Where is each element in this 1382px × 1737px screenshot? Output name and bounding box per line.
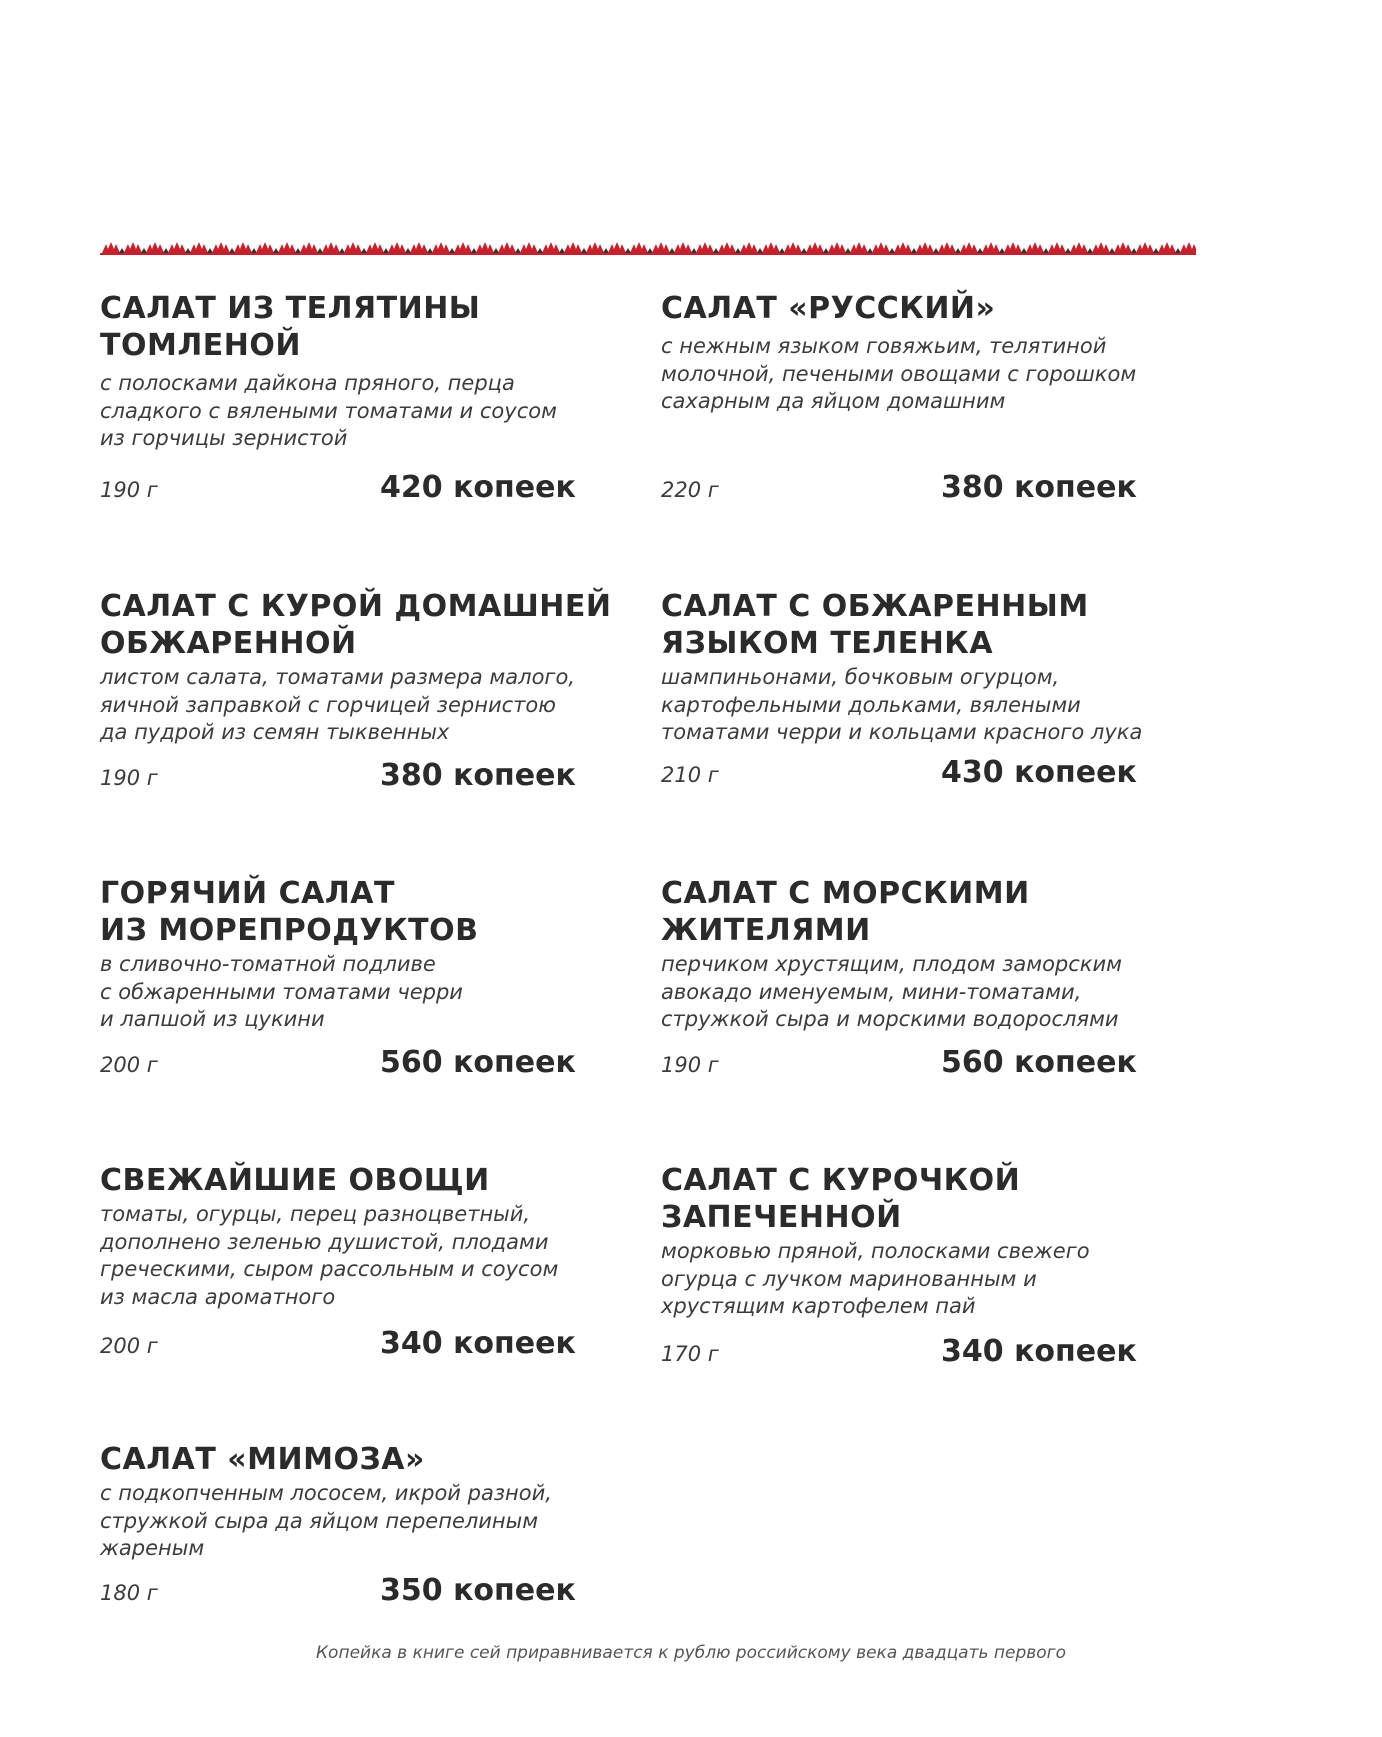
ornament-triangle [383, 248, 389, 253]
ornament-triangle [845, 248, 851, 253]
ornament-triangle [889, 248, 895, 253]
item-title: САЛАТ «РУССКИЙ» [661, 291, 996, 326]
ornament-triangle [603, 248, 609, 253]
menu-item [100, 290, 640, 510]
item-weight: 190 г [661, 1053, 719, 1077]
footnote: Копейка в книге сей приравнивается к рублю российскому века двадцать первого [315, 1643, 1067, 1663]
ornament-motif [762, 242, 780, 253]
menu-item [661, 1162, 1201, 1372]
ornament-motif [1004, 242, 1022, 253]
item-description: томаты, огурцы, перец разноцветный, дополнено зеленью душистой, плодами греческими, сыром рассольным и соусом из масла ароматного [100, 1202, 559, 1309]
menu-item [100, 875, 640, 1085]
ornament-triangle [405, 248, 411, 253]
item-weight: 170 г [661, 1342, 719, 1366]
item-title: ГОРЯЧИЙ САЛАТ ИЗ МОРЕПРОДУКТОВ [100, 876, 479, 948]
ornament-motif [1136, 242, 1154, 253]
ornament-motif [718, 242, 736, 253]
ornament-triangle [1109, 248, 1115, 253]
ornament-triangle [911, 248, 917, 253]
item-description: с нежным языком говяжьим, телятиной молочной, печеными овощами с горошком сахарным да яйцом домашним [661, 334, 1137, 413]
ornament-triangle [647, 248, 653, 253]
ornament-triangle [1043, 248, 1049, 253]
ornament-triangle [515, 248, 521, 253]
ornament-motif [1070, 242, 1088, 253]
item-price: 380 копеек [941, 470, 1137, 505]
item-description: шампиньонами, бочковым огурцом, картофельными дольками, вялеными томатами черри и кольцами красного лука [661, 665, 1143, 744]
ornament-motif [960, 242, 978, 253]
ornament-motif [256, 242, 274, 253]
ornament-motif [982, 242, 1000, 253]
ornament-triangle [141, 248, 147, 253]
ornament-motif [322, 242, 340, 253]
ornament-motif [234, 242, 252, 253]
ornament-motif [146, 242, 164, 253]
ornament-triangle [867, 248, 873, 253]
ornament-motif [1180, 242, 1196, 253]
ornament-triangle [713, 248, 719, 253]
ornament-triangle [625, 248, 631, 253]
menu-item [661, 588, 1201, 798]
item-description: с полосками дайкона пряного, перца сладкого с вялеными томатами и соусом из горчицы зернистой [100, 371, 557, 450]
ornament-motif [388, 242, 406, 253]
ornament-motif [300, 242, 318, 253]
ornament-triangle [977, 248, 983, 253]
ornament-motif [850, 242, 868, 253]
ornament-triangle [669, 248, 675, 253]
item-description: морковью пряной, полосками свежего огурца с лучком маринованным и хрустящим картофелем пай [661, 1239, 1090, 1318]
item-weight: 200 г [100, 1053, 158, 1077]
ornament-triangle [537, 248, 543, 253]
ornament-motif [630, 242, 648, 253]
ornament-triangle [493, 248, 499, 253]
ornament-motif [190, 242, 208, 253]
ornament-triangle [185, 248, 191, 253]
ornament-motif [586, 242, 604, 253]
item-title: САЛАТ С КУРОЧКОЙ ЗАПЕЧЕННОЙ [661, 1163, 1021, 1235]
ornament-motif [652, 242, 670, 253]
ornament-motif [872, 242, 890, 253]
ornament-motif [806, 242, 824, 253]
menu-item [661, 875, 1201, 1085]
ornament-motif [168, 242, 186, 253]
item-price: 560 копеек [380, 1045, 576, 1080]
ornament-triangle [1065, 248, 1071, 253]
ornament-triangle [339, 248, 345, 253]
ornament-triangle [933, 248, 939, 253]
ornament-triangle [449, 248, 455, 253]
item-price: 560 копеек [941, 1045, 1137, 1080]
ornament-triangle [1153, 248, 1159, 253]
ornament-motif [696, 242, 714, 253]
item-weight: 220 г [661, 478, 719, 502]
ornament-motif [564, 242, 582, 253]
ornament-motif [498, 242, 516, 253]
ornament-motif [212, 242, 230, 253]
item-weight: 200 г [100, 1334, 158, 1358]
ornament-triangle [779, 248, 785, 253]
ornament-motif [366, 242, 384, 253]
ornament-motif [1158, 242, 1176, 253]
ornament-border [100, 241, 1196, 255]
ornament-motif [674, 242, 692, 253]
ornament-motif [938, 242, 956, 253]
menu-item [100, 588, 640, 798]
ornament-triangle [361, 248, 367, 253]
item-weight: 190 г [100, 766, 158, 790]
item-price: 430 копеек [941, 755, 1137, 790]
ornament-triangle [317, 248, 323, 253]
item-price: 340 копеек [941, 1334, 1137, 1369]
item-weight: 210 г [661, 763, 719, 787]
ornament-triangle [119, 248, 125, 253]
ornament-motif [916, 242, 934, 253]
ornament-motif [278, 242, 296, 253]
item-title: САЛАТ С МОРСКИМИ ЖИТЕЛЯМИ [661, 876, 1030, 948]
ornament-triangle [801, 248, 807, 253]
ornament-motif [344, 242, 362, 253]
ornament-motif [454, 242, 472, 253]
ornament-triangle [229, 248, 235, 253]
ornament-motif [410, 242, 428, 253]
ornament-triangle [735, 248, 741, 253]
item-price: 340 копеек [380, 1326, 576, 1361]
ornament-triangle [999, 248, 1005, 253]
ornament-triangle [823, 248, 829, 253]
item-price: 420 копеек [380, 470, 576, 505]
ornament-motif [784, 242, 802, 253]
ornament-motif [828, 242, 846, 253]
item-description: листом салата, томатами размера малого, яичной заправкой с горчицей зернистою да пудрой из семян тыквенных [100, 665, 575, 744]
item-title: САЛАТ С ОБЖАРЕННЫМ ЯЗЫКОМ ТЕЛЕНКА [661, 589, 1089, 661]
item-title: СВЕЖАЙШИЕ ОВОЩИ [100, 1163, 490, 1198]
ornament-motif [1114, 242, 1132, 253]
item-description: перчиком хрустящим, плодом заморским авокадо именуемым, мини-томатами, стружкой сыра и морскими водорослями [661, 952, 1122, 1031]
item-title: САЛАТ С КУРОЙ ДОМАШНЕЙ ОБЖАРЕННОЙ [100, 589, 612, 661]
menu-item [661, 290, 1201, 510]
ornament-triangle [273, 248, 279, 253]
item-description: в сливочно-томатной подливе с обжаренными томатами черри и лапшой из цукини [100, 952, 463, 1031]
ornament-triangle [955, 248, 961, 253]
ornament-triangle [559, 248, 565, 253]
menu-item [100, 1441, 640, 1631]
item-title: САЛАТ ИЗ ТЕЛЯТИНЫ ТОМЛЕНОЙ [100, 291, 481, 363]
ornament-triangle [757, 248, 763, 253]
item-price: 380 копеек [380, 758, 576, 793]
ornament-motif [476, 242, 494, 253]
ornament-motif [542, 242, 560, 253]
ornament-triangle [581, 248, 587, 253]
ornament-triangle [1131, 248, 1137, 253]
ornament-triangle [251, 248, 257, 253]
ornament-motif [1092, 242, 1110, 253]
ornament-motif [520, 242, 538, 253]
ornament-motif [608, 242, 626, 253]
item-title: САЛАТ «МИМОЗА» [100, 1442, 425, 1477]
item-weight: 190 г [100, 478, 158, 502]
ornament-triangle [207, 248, 213, 253]
ornament-motif [1026, 242, 1044, 253]
ornament-triangle [471, 248, 477, 253]
item-weight: 180 г [100, 1581, 158, 1605]
ornament-motif [124, 242, 142, 253]
ornament-triangle [1087, 248, 1093, 253]
ornament-triangle [427, 248, 433, 253]
ornament-motif [1048, 242, 1066, 253]
item-description: с подкопченным лососем, икрой разной, стружкой сыра да яйцом перепелиным жареным [100, 1481, 552, 1560]
menu-item [100, 1162, 640, 1372]
ornament-triangle [1175, 248, 1181, 253]
ornament-triangle [295, 248, 301, 253]
ornament-triangle [163, 248, 169, 253]
ornament-motif [432, 242, 450, 253]
ornament-motif [740, 242, 758, 253]
item-price: 350 копеек [380, 1573, 576, 1608]
ornament-triangle [1021, 248, 1027, 253]
ornament-motif [102, 242, 120, 253]
ornament-motif [894, 242, 912, 253]
ornament-triangle [691, 248, 697, 253]
